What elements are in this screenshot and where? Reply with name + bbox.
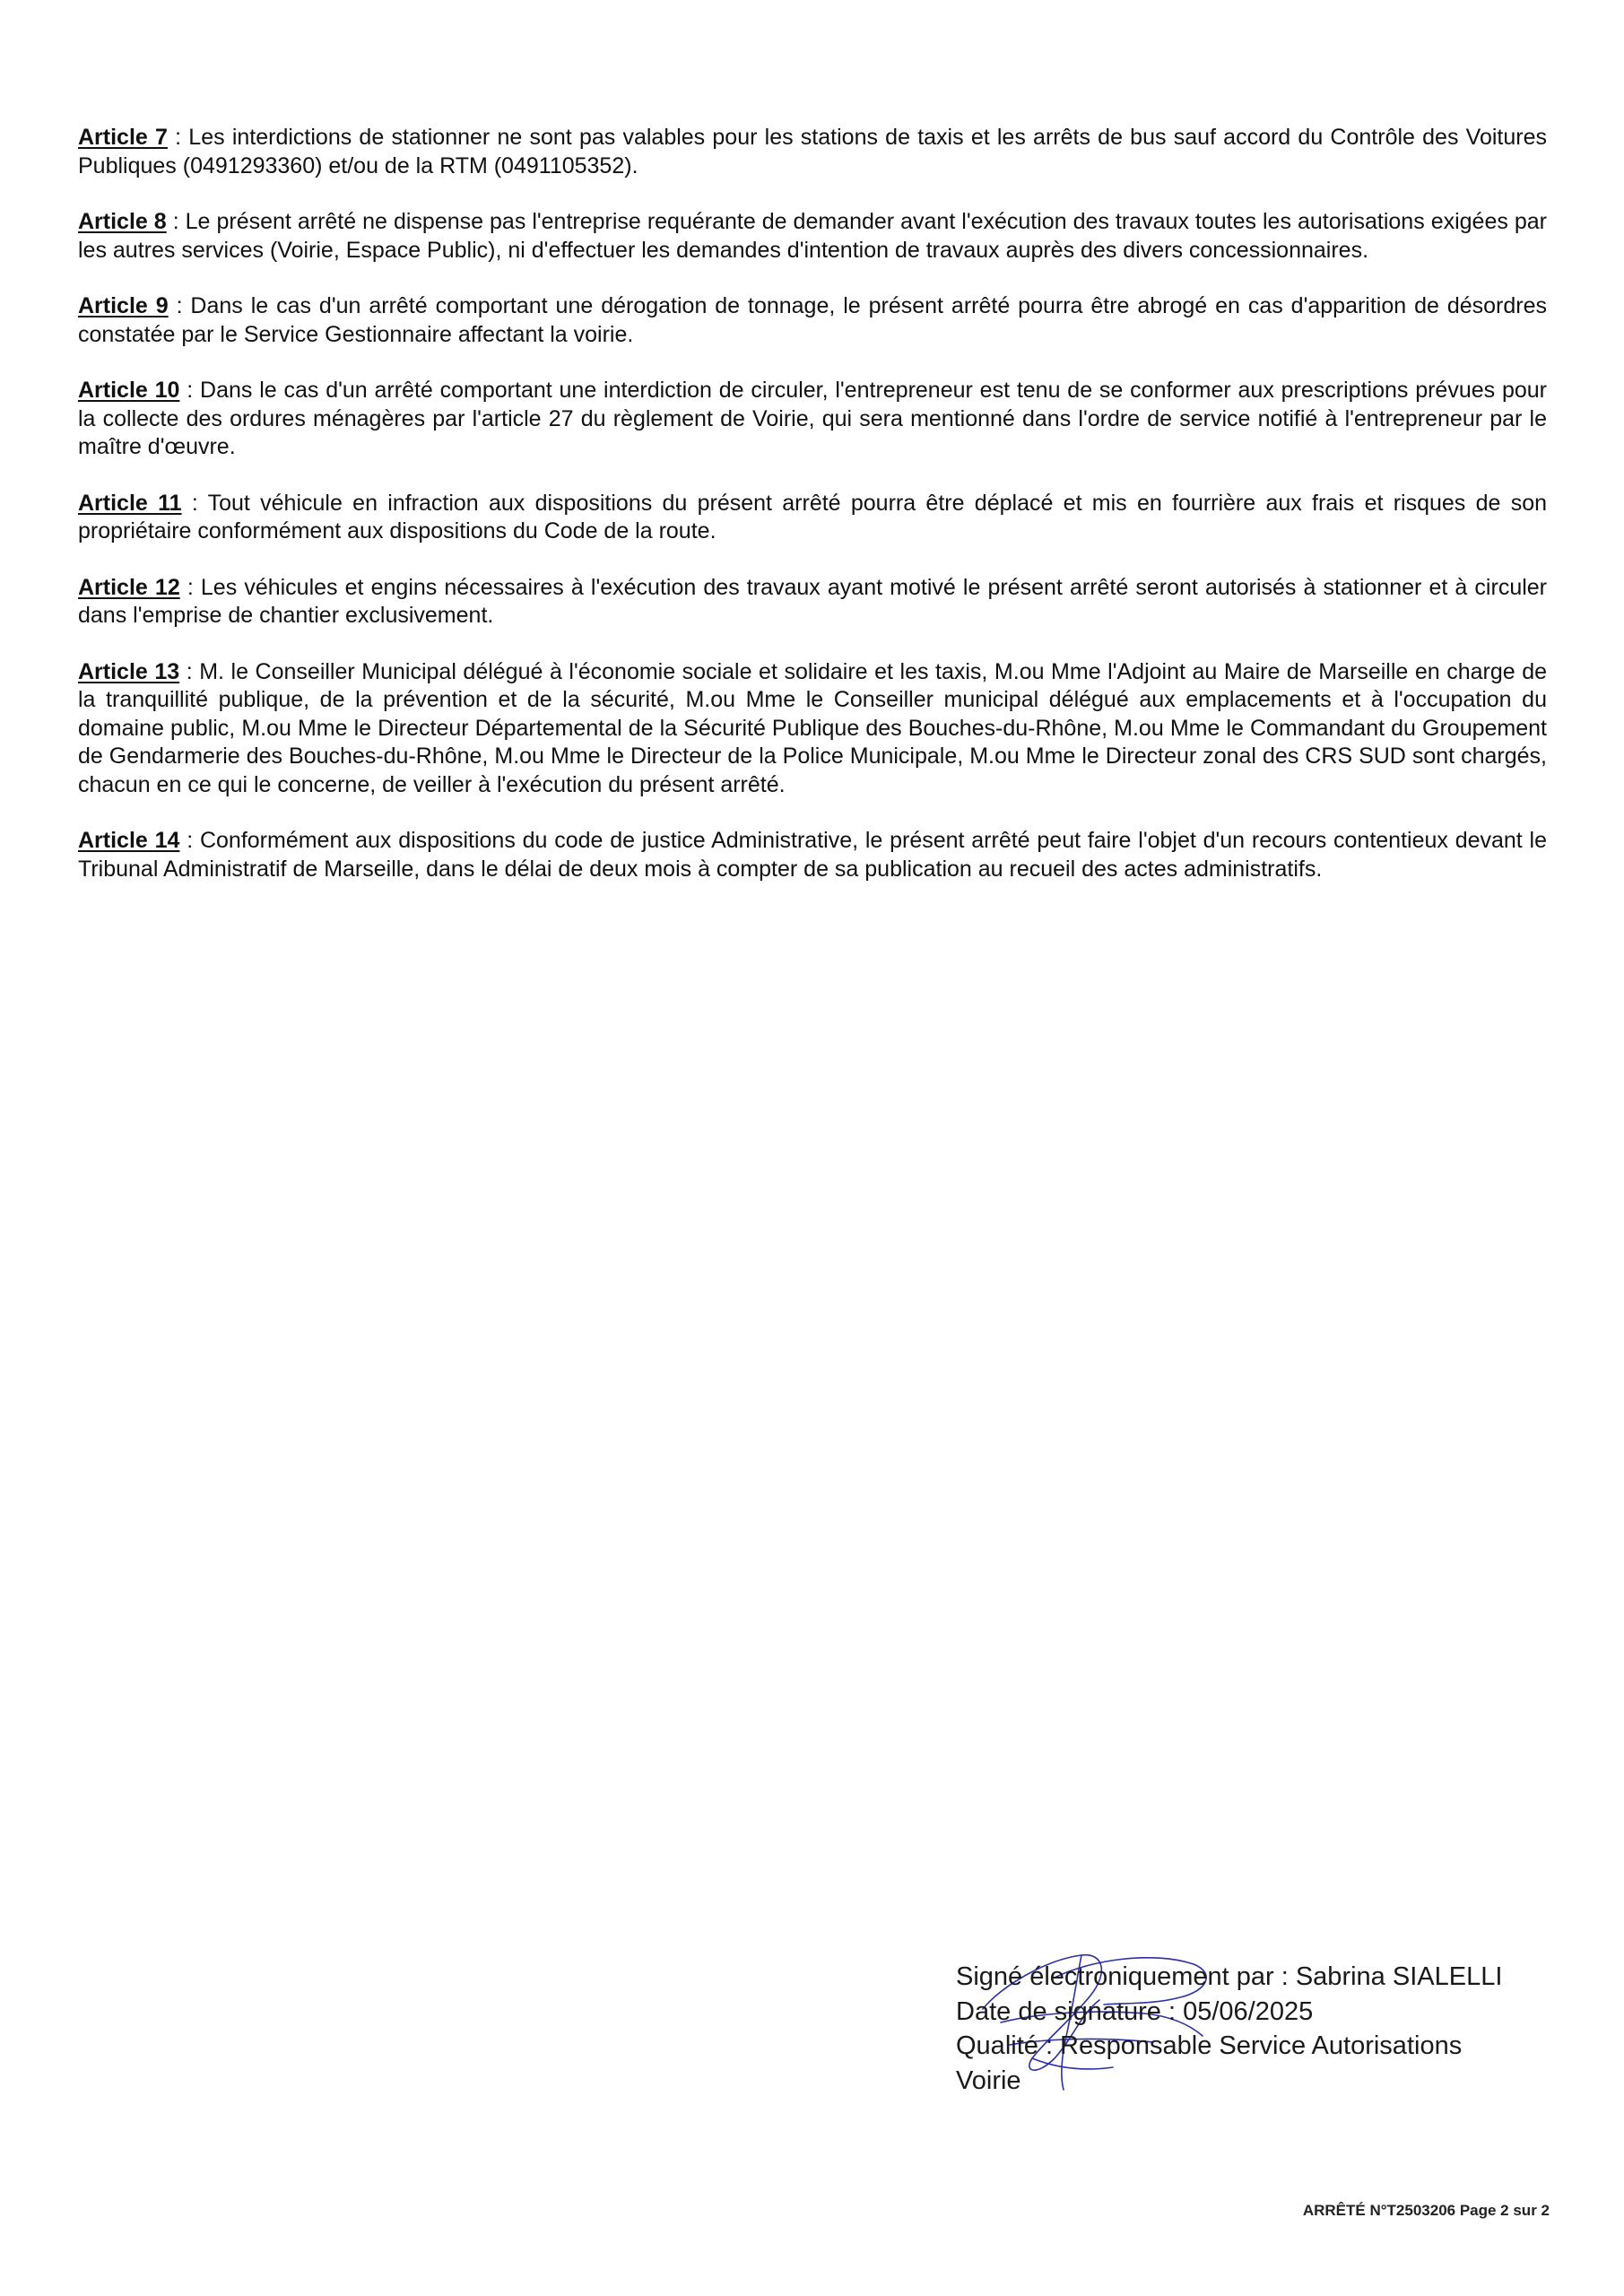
article-text: : Dans le cas d'un arrêté comportant une dérogation de tonnage, le présent arrêté pourra être abrogé en cas d'apparition de désordres constatée par le Service Gestionnaire affectant la voirie. xyxy=(78,293,1547,347)
signer-quality: Qualité : Responsable Service Autorisations xyxy=(956,2031,1463,2060)
article-8 xyxy=(78,208,1547,265)
article-text: : Tout véhicule en infraction aux dispositions du présent arrêté pourra être déplacé et mis en fourrière aux frais et risques de son propriétaire conformément aux dispositions du Code de la route. xyxy=(78,490,1547,544)
article-text: : Les véhicules et engins nécessaires à l'exécution des travaux ayant motivé le présent arrêté seront autorisés à stationner et à circuler dans l'emprise de chantier exclusivement. xyxy=(78,574,1548,628)
article-label: Article 12 xyxy=(78,574,180,600)
article-label: Article 13 xyxy=(78,658,180,684)
signed-by: Signé électroniquement par : Sabrina SIALELLI xyxy=(956,1962,1503,1991)
signature-block xyxy=(956,1960,1584,2098)
articles-list xyxy=(78,124,1547,911)
article-13 xyxy=(78,658,1547,800)
article-text: : Le présent arrêté ne dispense pas l'entreprise requérante de demander avant l'exécution des travaux toutes les autorisations exigées par les autres services (Voirie, Espace Public), ni d'effectuer les demandes d'intention de travaux auprès des divers concessionnaires. xyxy=(78,209,1547,263)
article-text: : Conformément aux dispositions du code de justice Administrative, le présent arrêté peut faire l'objet d'un recours contentieux devant le Tribunal Administratif de Marseille, dans le délai de deux mois à compter de sa publication au recueil des actes administratifs. xyxy=(78,828,1548,882)
article-11 xyxy=(78,490,1547,546)
article-text: : Dans le cas d'un arrêté comportant une interdiction de circuler, l'entrepreneur est tenu de se conformer aux prescriptions prévues pour la collecte des ordures ménagères par l'article 27 du règlement de Voirie, qui sera mentionné dans l'ordre de service notifié à l'entrepreneur par le maître d'œuvre. xyxy=(78,378,1547,459)
article-label: Article 9 xyxy=(78,293,169,318)
signature-date: Date de signature : 05/06/2025 xyxy=(956,1996,1314,2026)
article-label: Article 7 xyxy=(78,125,168,150)
article-text: : M. le Conseiller Municipal délégué à l'économie sociale et solidaire et les taxis, M.ou Mme l'Adjoint au Maire de Marseille en charge de la tranquillité publique, de la prévention et de la sécurité, M.ou Mme le Conseiller municipal délégué aux emplacements et à l'occupation du domaine public, M.ou Mme le Directeur Départemental de la Sécurité Publique des Bouches-du-Rhône, M.ou Mme le Commandant du Groupement de Gendarmerie des Bouches-du-Rhône, M.ou Mme le Directeur de la Police Municipale, M.ou Mme le Directeur zonal des CRS SUD sont chargés, chacun en ce qui le concerne, de veiller à l'exécution du présent arrêté. xyxy=(78,658,1548,797)
article-9 xyxy=(78,292,1547,349)
footer-reference: ARRÊTÉ N°T2503206 Page 2 sur 2 xyxy=(1302,2202,1550,2219)
article-label: Article 11 xyxy=(78,490,182,516)
article-12 xyxy=(78,574,1547,631)
signer-quality-continued: Voirie xyxy=(956,2066,1021,2095)
article-label: Article 8 xyxy=(78,209,167,234)
article-text: : Les interdictions de stationner ne sont pas valables pour les stations de taxis et les arrêts de bus sauf accord du Contrôle des Voitures Publiques (0491293360) et/ou de la RTM (0491105352). xyxy=(78,125,1547,178)
article-label: Article 10 xyxy=(78,378,180,403)
article-10 xyxy=(78,377,1547,462)
article-7 xyxy=(78,124,1547,180)
article-label: Article 14 xyxy=(78,828,180,853)
article-14 xyxy=(78,827,1547,883)
